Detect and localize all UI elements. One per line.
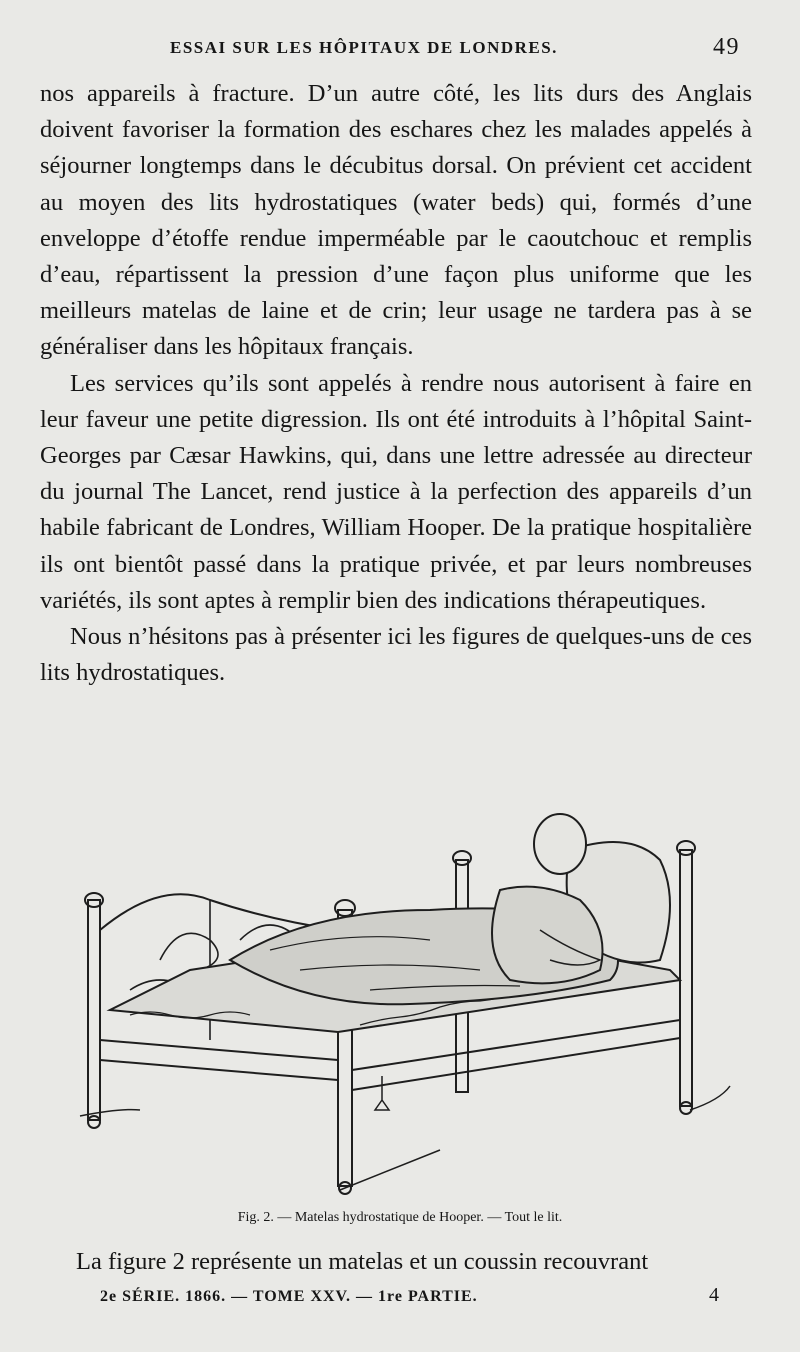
footboard-lower-rail <box>100 1060 338 1080</box>
patient-head <box>534 814 586 874</box>
signature-text: 2e SÉRIE. 1866. — TOME XXV. — 1re PARTIE. <box>100 1288 478 1305</box>
running-title: ESSAI SUR LES HÔPITAUX DE LONDRES. <box>170 38 558 57</box>
footboard-post-left <box>88 900 100 1120</box>
body-text <box>40 76 752 691</box>
footboard-rail <box>100 1040 338 1060</box>
continuation-line: La figure 2 représente un matelas et un coussin recouvrant <box>76 1248 649 1275</box>
footboard-top-rail <box>100 894 338 930</box>
head-post-right <box>680 850 692 1106</box>
paragraph-1: nos appareils à fracture. D’un autre côté, les lits durs des Anglais doivent favoriser la formation des eschares chez les malades appelés à séjourner longtemps dans le décubitus dorsal. On prévient cet accident au moyen des lits hydrostatiques (water beds) qui, formés d’une enveloppe d’étoffe rendue imperméable par le caoutchouc et remplis d’eau, répartissent la pression d’une façon plus uniforme que les meilleurs matelas de laine et de crin; leur usage ne tardera pas à se généraliser dans les hôpitaux français. <box>40 80 752 361</box>
printer-signature <box>100 1284 720 1312</box>
bed-engraving <box>70 810 750 1200</box>
page-number: 49 <box>713 34 740 60</box>
shadow-right <box>690 1086 730 1110</box>
paragraph-2: Les services qu’ils sont appelés à rendre nous autorisent à faire en leur faveur une petite digression. Ils ont été introduits à l’hôpital Saint-Georges par Cæsar Hawkins, qui, dans une lettre adressée au directeur du journal The Lancet, rend justice à la perfection des appareils d’un habile fabricant de Londres, William Hooper. De la pratique hospitalière ils ont bientôt passé dans la pratique privée, et par leurs nombreuses variétés, ils sont aptes à remplir bien des indications thérapeutiques. <box>40 369 752 614</box>
running-head <box>40 34 740 64</box>
sheet-number: 4 <box>709 1284 720 1306</box>
bed-illustration <box>70 810 750 1200</box>
paragraph-3: Nous n’hésitons pas à présenter ici les figures de quelques-uns de ces lits hydrostatiques. <box>40 623 752 687</box>
water-valve <box>375 1076 389 1110</box>
shadow-front <box>340 1150 440 1190</box>
figure-caption: Fig. 2. — Matelas hydrostatique de Hooper. — Tout le lit. <box>237 1210 563 1225</box>
